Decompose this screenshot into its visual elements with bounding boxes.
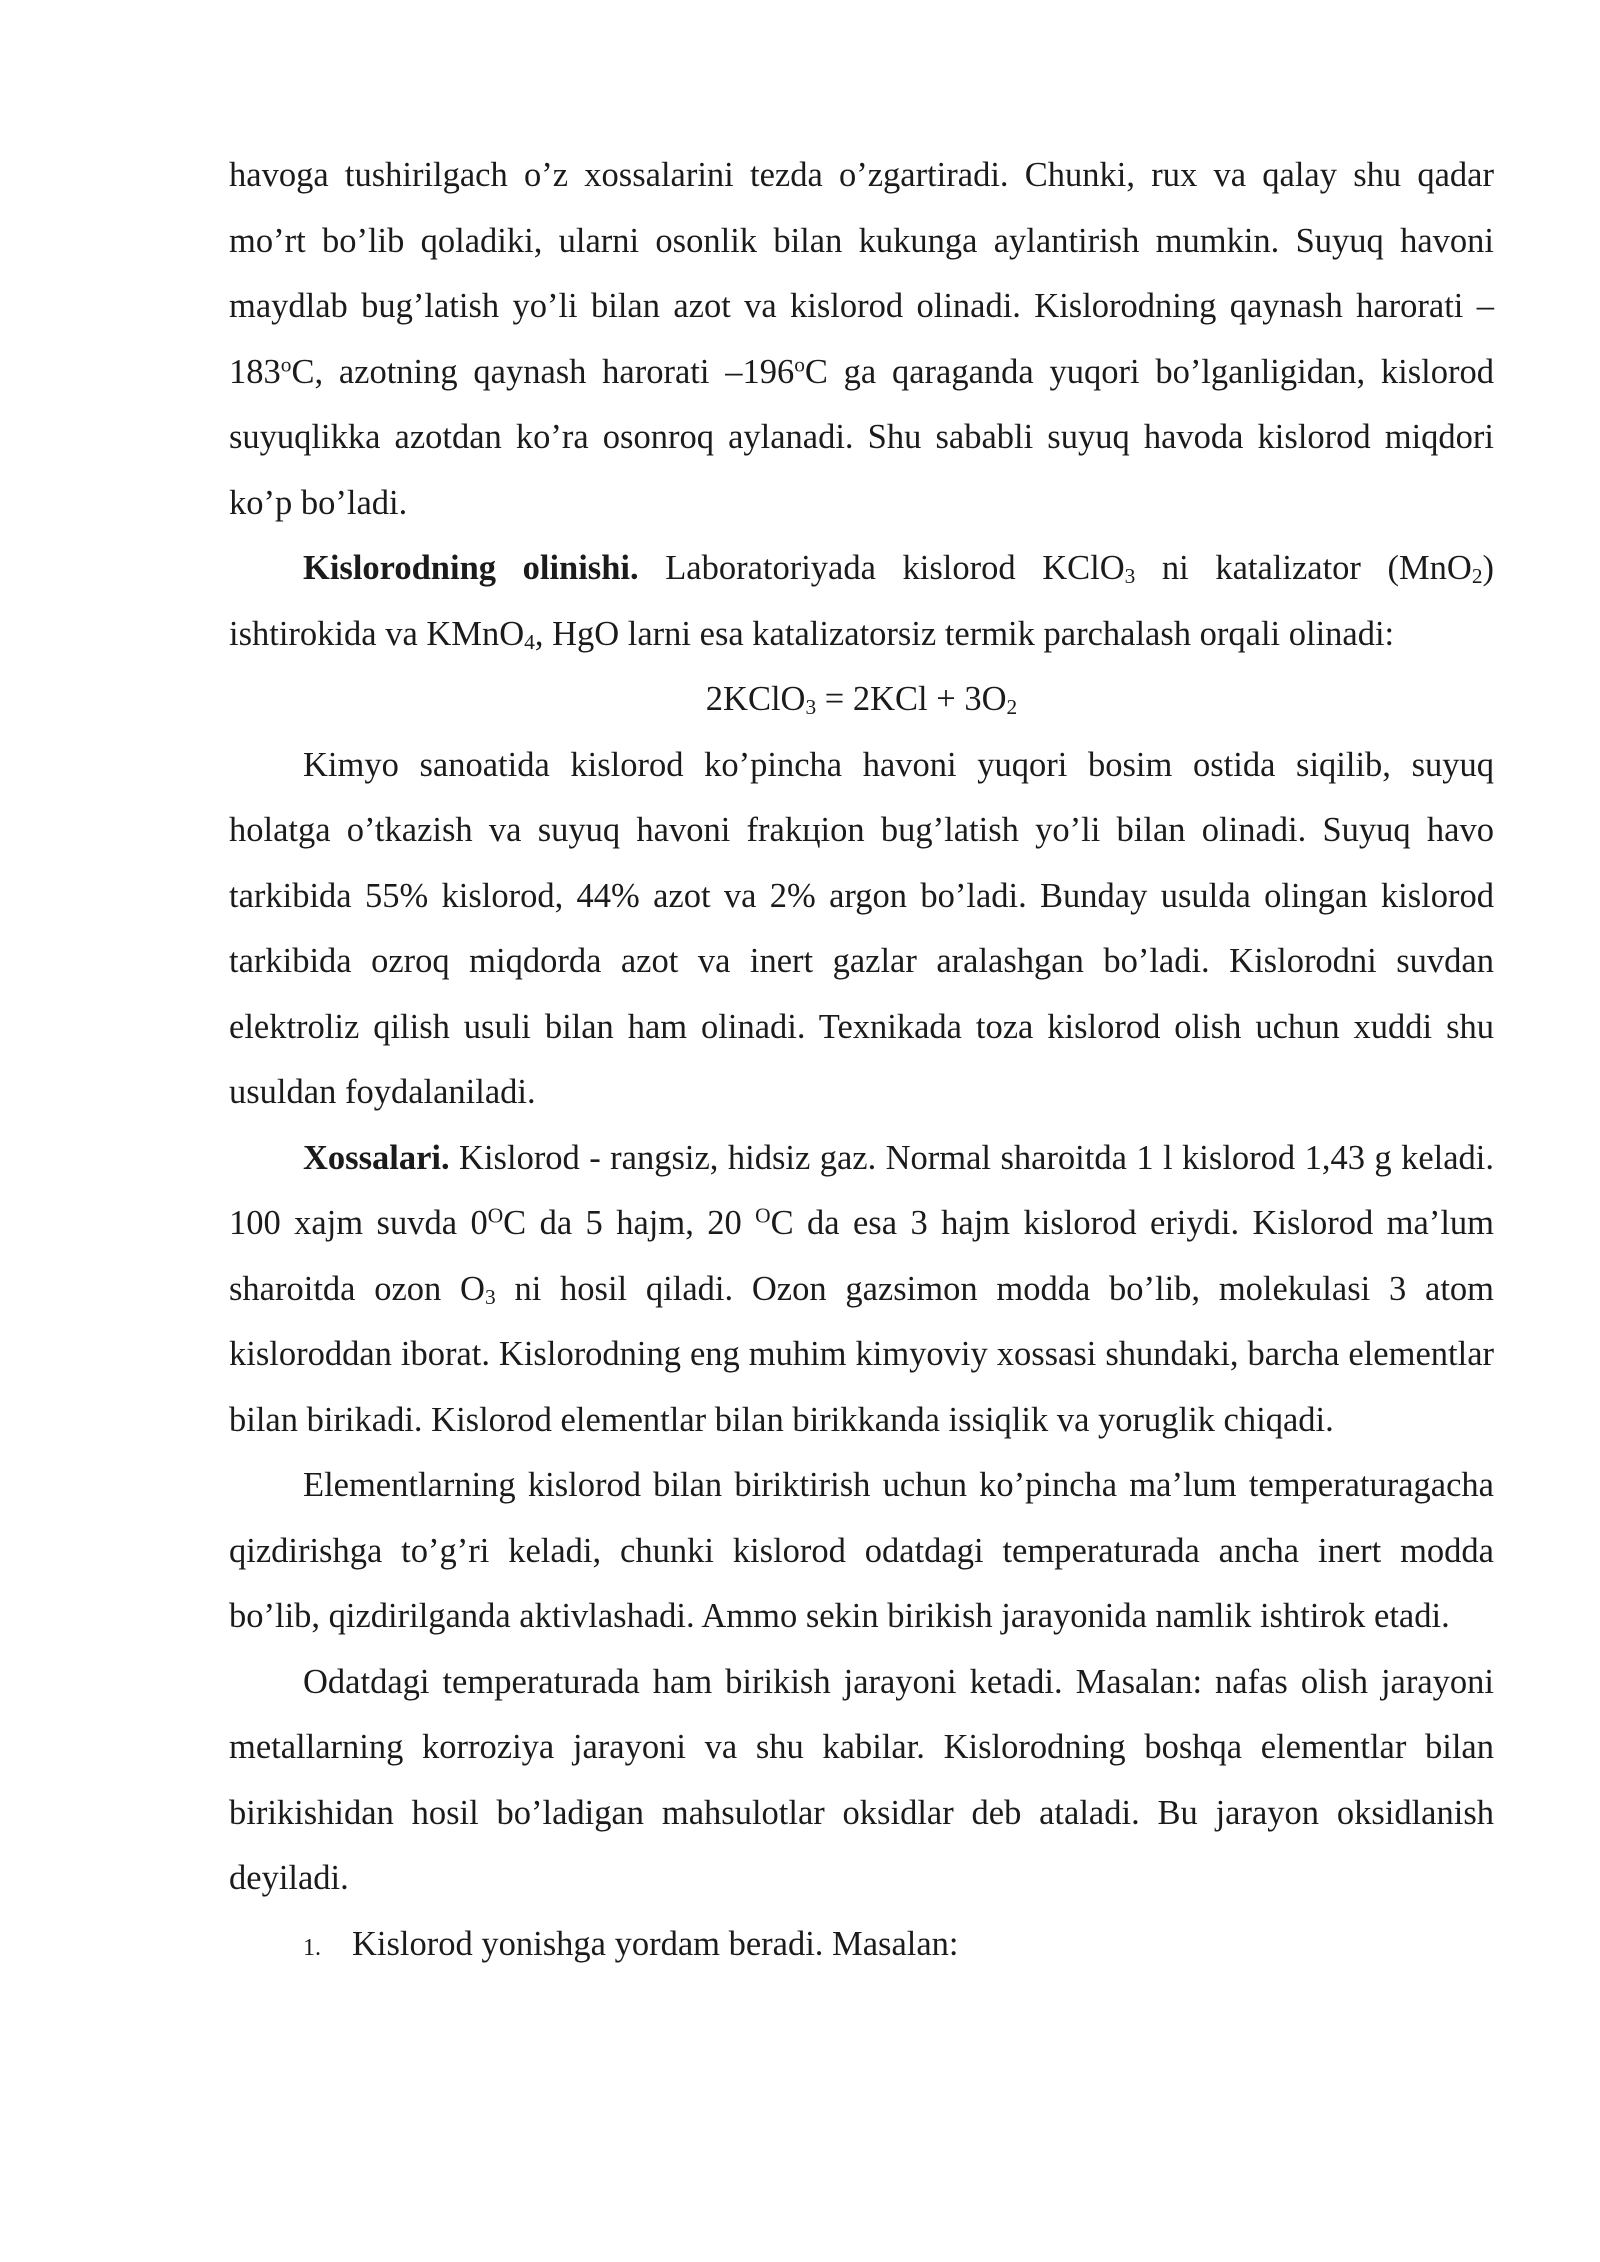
degree-superscript: O	[487, 1203, 504, 1228]
subscript: 2	[1006, 694, 1018, 719]
paragraph-industry: Kimyo sanoatida kislorod ko’pincha havoni yuqori bosim ostida siqilib, suyuq holatga o’tkazish va suyuq havoni frakцion bug’latish yo’li bilan olinadi. Suyuq havo tarkibida 55% kislorod, 44% azot va 2% argon bo’ladi. Bunday usulda olingan kislorod tarkibida ozroq miqdorda azot va inert gazlar aralashgan bo’ladi. Kislorodni suvdan elektroliz qilish usuli bilan ham olinadi. Texnikada toza kislorod olish uchun xuddi shu usuldan foydalaniladi.	[229, 745, 1494, 1111]
text-run: ) ishtirokida va KMnO	[229, 549, 1494, 653]
subscript: 3	[805, 694, 817, 719]
text-run: havoga tushirilgach o’z xossalarini tezda o’zgartiradi. Chunki, rux va qalay shu qadar mo’rt bo’lib qoladiki, ularni osonlik bilan kukunga aylantirish mumkin. Suyuq havoni maydlab bug’latish yo’li bilan azot va kislorod olinadi. Kislorodning qaynash harorati –183	[229, 156, 1494, 391]
subscript: 2	[1471, 563, 1483, 588]
paragraph-obtaining	[229, 536, 1494, 667]
list-item	[229, 1912, 1494, 1982]
text-run: Kislorod - rangsiz, hidsiz gaz. Normal sharoitda 1 l kislorod 1,43 g keladi. 100 xajm suvda 0	[229, 1138, 1494, 1242]
text-run: 2KClO	[705, 680, 806, 718]
paragraph-oxidation: Odatdagi temperaturada ham birikish jarayoni ketadi. Masalan: nafas olish jarayoni metallarning korroziya jarayoni va shu kabilar. Kislorodning boshqa elementlar bilan birikishidan hosil bo’ladigan mahsulotlar oksidlar deb ataladi. Bu jarayon oksidlanish deyiladi.	[229, 1662, 1494, 1897]
degree-superscript: O	[755, 1203, 771, 1228]
text-run: ni hosil qiladi. Ozon gazsimon modda bo’lib, molekulasi 3 atom kisloroddan iborat. Kislorodning eng muhim kimyoviy xossasi shundaki, barcha elementlar bilan birikadi. Kislorod elementlar bilan birikkanda issiqlik va yoruglik chiqadi.	[229, 1269, 1494, 1439]
subscript: 3	[1124, 563, 1136, 588]
paragraph-properties	[229, 1126, 1494, 1454]
section-heading-obtaining: Kislorodning olinishi.	[303, 549, 639, 587]
section-heading-properties: Xossalari.	[303, 1138, 450, 1177]
degree-superscript: o	[794, 351, 805, 376]
subscript: 4	[524, 629, 535, 654]
paragraph-heating: Elementlarning kislorod bilan biriktirish uchun ko’pincha ma’lum temperaturagacha qizdirishga to’g’ri keladi, chunki kislorod odatdagi temperaturada ancha inert modda bo’lib, qizdirilganda aktivlashadi. Ammo sekin birikish jarayonida namlik ishtirok etadi.	[229, 1466, 1494, 1635]
list-item-text: Kislorod yonishga yordam beradi. Masalan:	[352, 1924, 959, 1963]
text-run: C, azotning qaynash harorati –196	[291, 352, 795, 391]
text-run: = 2KCl + 3O	[816, 680, 1007, 718]
text-run: ni katalizator (MnO	[1135, 549, 1472, 587]
list-number: 1.	[303, 1934, 321, 1961]
degree-superscript: o	[280, 351, 292, 376]
text-run: C da 5 hajm, 20	[503, 1204, 756, 1242]
text-run: C ga qaraganda yuqori bo’lganligidan, kislorod suyuqlikka azotdan ko’ra osonroq aylanadi. Shu sababli suyuq havoda kislorod miqdori ko’p bo’ladi.	[229, 352, 1494, 522]
text-run: Laboratoriyada kislorod KClO	[638, 549, 1125, 587]
text-run: C da esa 3 hajm kislorod eriydi. Kislorod ma’lum sharoitda ozon O	[229, 1204, 1494, 1308]
document-page	[229, 143, 1494, 1981]
chemical-equation	[229, 667, 1494, 733]
subscript: 3	[484, 1284, 496, 1309]
paragraph-liquefaction	[229, 143, 1494, 536]
text-run: , HgO larni esa katalizatorsiz termik parchalash orqali olinadi:	[534, 614, 1395, 653]
